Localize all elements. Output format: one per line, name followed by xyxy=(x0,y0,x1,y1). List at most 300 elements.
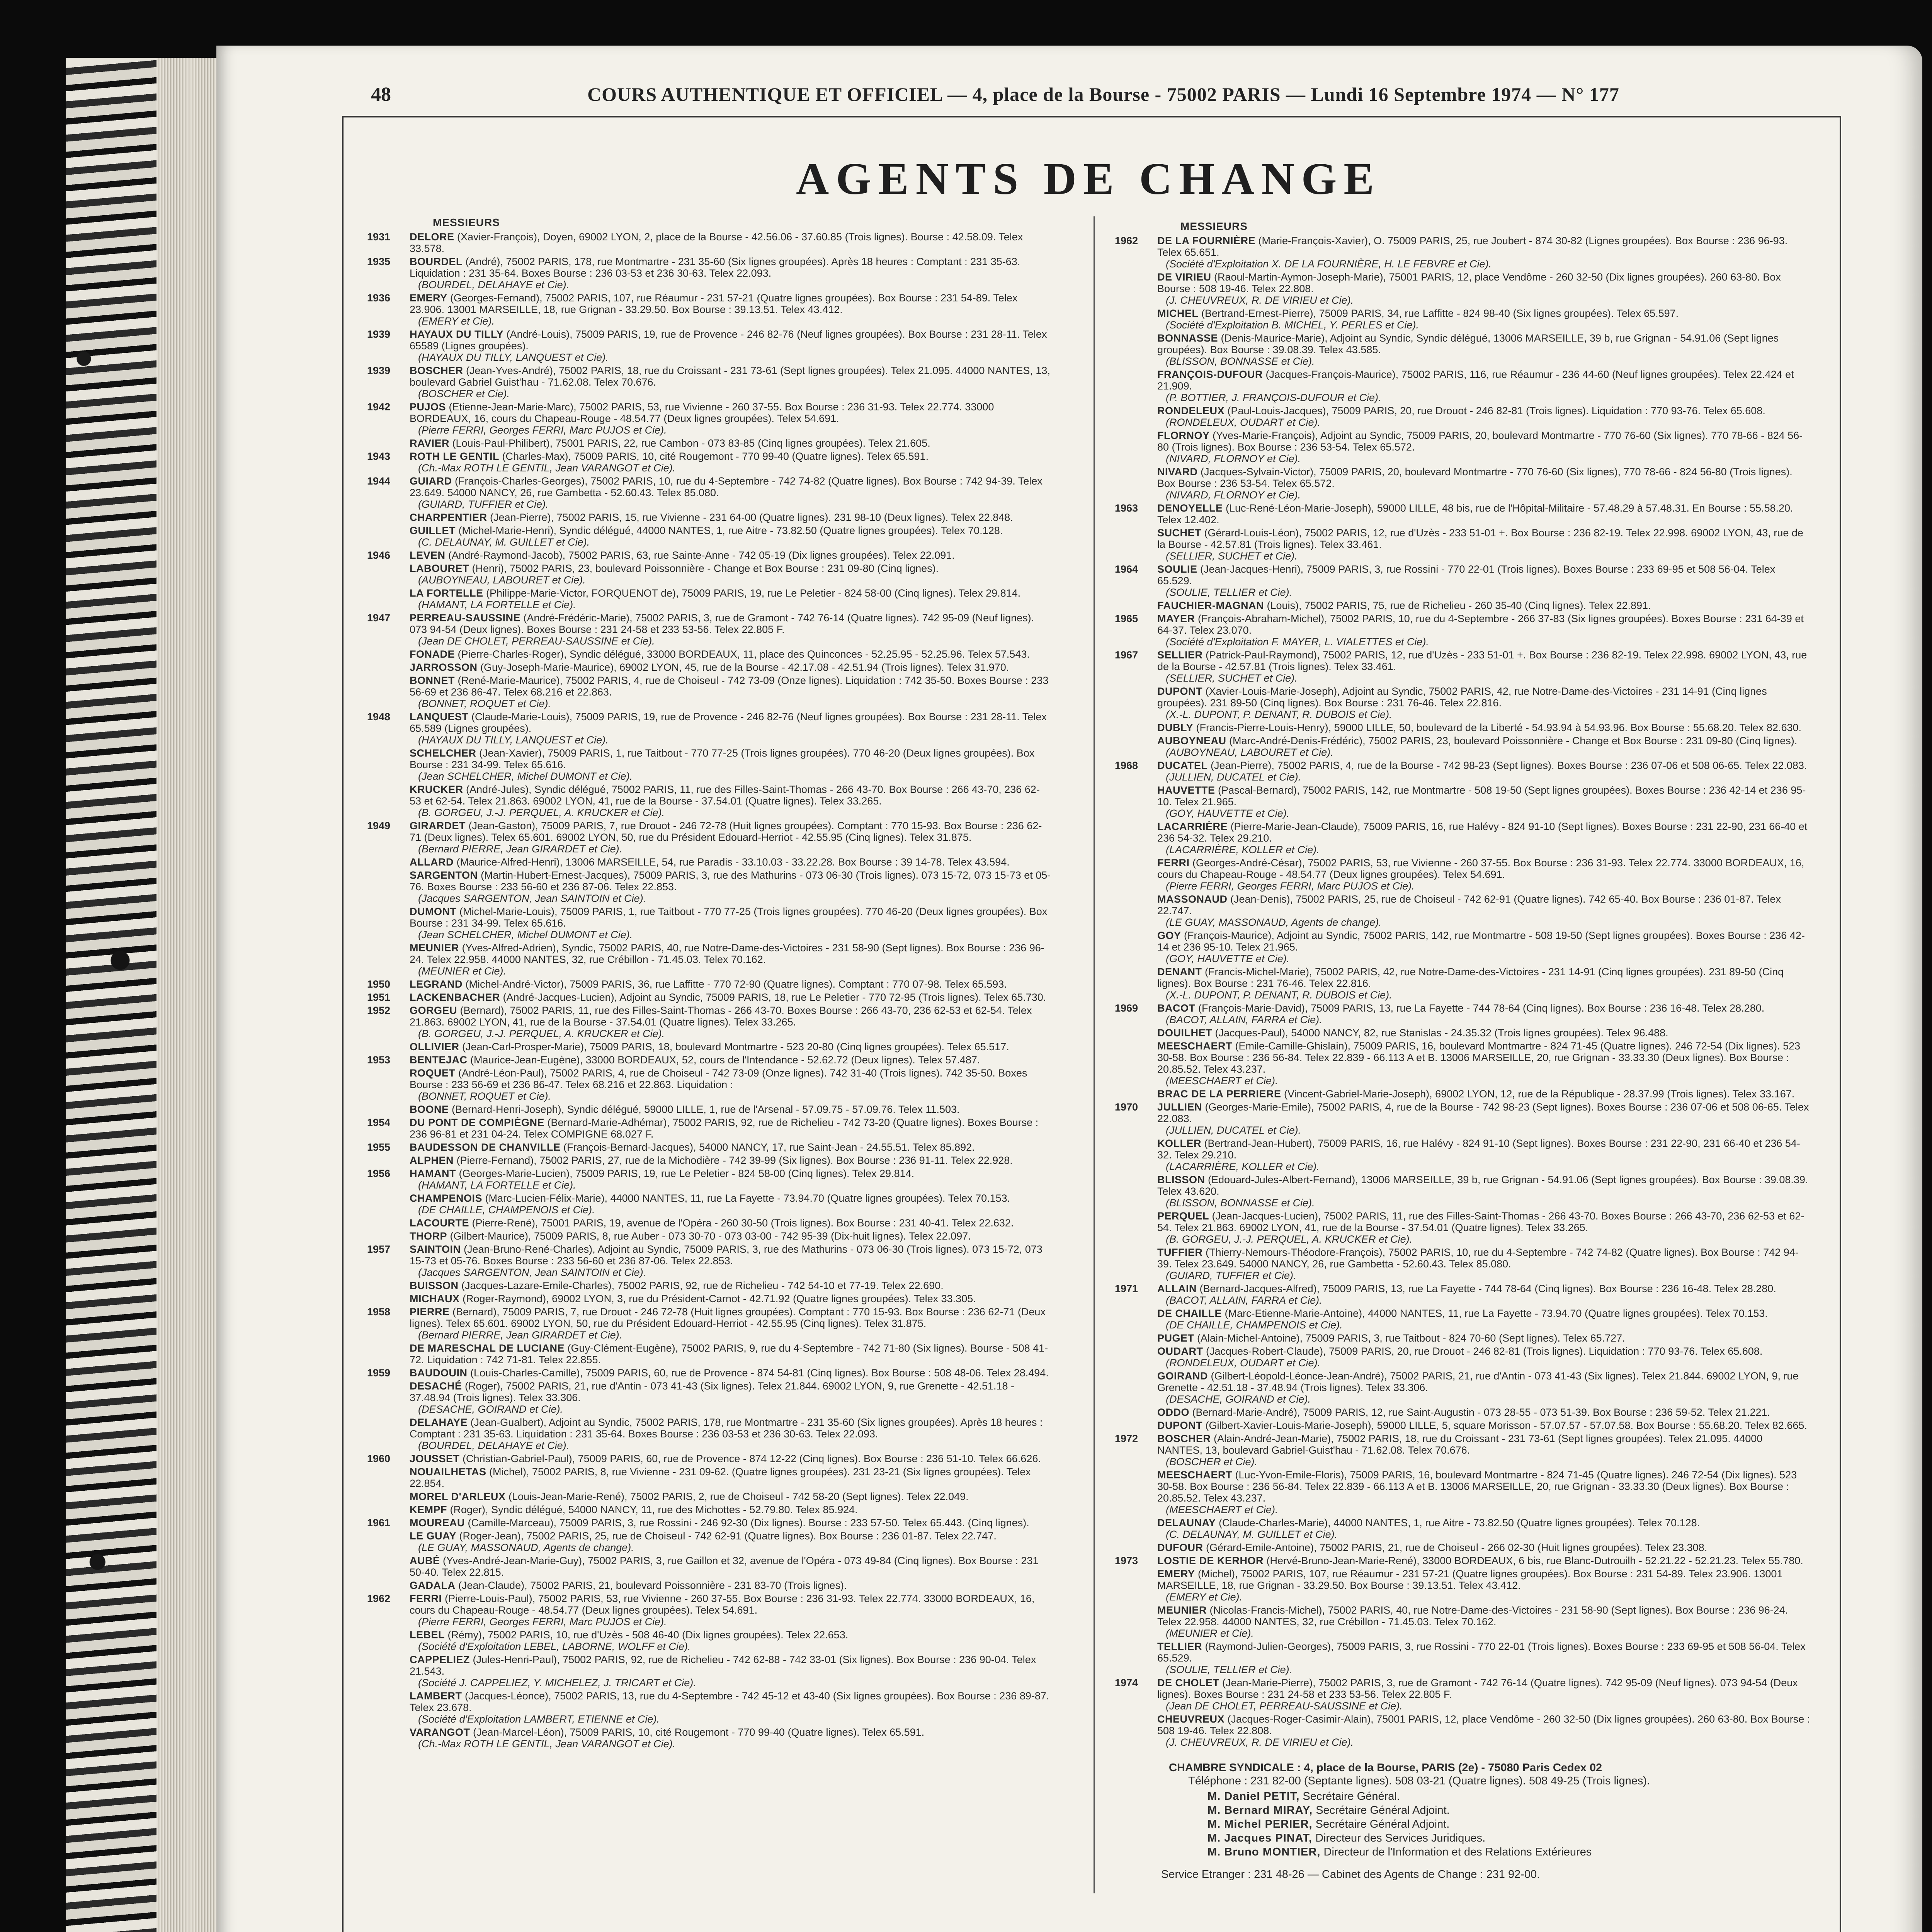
entry-year: 1959 xyxy=(367,1367,391,1379)
agent-name: LE GUAY xyxy=(410,1530,457,1542)
agent-name: MOREL D'ARLEUX xyxy=(410,1491,506,1502)
entry-body xyxy=(410,675,1051,709)
agent-details: (Bernard), 75009 PARIS, 7, rue Drouot - 246 72-78 (Huit lignes groupées). Comptant : 770 15-93. Box Bourse : 236 62-71 (Deux lignes). Telex 65.601. 69002 LYON, 50, rue du Président Edouard-Herriot - 42.55.95 (Cinq lignes). Telex 31.875. xyxy=(410,1306,1046,1329)
agent-name: LEBEL xyxy=(410,1629,445,1641)
agent-details: (Francis-Michel-Marie), 75002 PARIS, 42, rue Notre-Dame-des-Victoires - 231 14-91 (Cinq lignes groupées). 231 89-50 (Cinq lignes). Box Bourse : 231 76-46. Telex 22.816. xyxy=(1157,966,1784,989)
agent-name: ROTH LE GENTIL xyxy=(410,451,499,462)
agent-entry xyxy=(367,1466,1051,1489)
entry-year: 1952 xyxy=(367,1005,391,1016)
entry-body xyxy=(410,978,1051,990)
agent-name: SOULIE xyxy=(1157,563,1197,575)
agent-name: BOSCHER xyxy=(1157,1433,1211,1444)
agent-entry xyxy=(367,1192,1051,1216)
entry-body xyxy=(410,1593,1051,1628)
section-label: MESSIEURS xyxy=(1180,220,1248,232)
firm-name: (GUIARD, TUFFIER et Cie). xyxy=(418,498,549,510)
agent-details: (Michel-André-Victor), 75009 PARIS, 36, rue Laffitte - 770 72-90 (Quatre lignes). Comptant : 770 07-98. Telex 65.593. xyxy=(463,978,1007,990)
entry-body xyxy=(1157,1138,1810,1172)
agent-details: (Luc-Yvon-Emile-Floris), 75009 PARIS, 16, boulevard Montmartre - 824 71-45 (Quatre lignes). 246 72-54 (Dix lignes). 523 30-58. Box Bourse : 236 56-84. Telex 22.839 - 66.113 A et B. 13006 MARSEILLE, 20, rue Grignan - 33.33.30 (Deux lignes). Box Bourse : 20.85.52. Telex 43.237. xyxy=(1157,1469,1797,1504)
agent-details: (Michel), 75002 PARIS, 8, rue Vivienne - 231 09-62. (Quatre lignes groupées). 231 23-21 (Six lignes groupées). Telex 22.854. xyxy=(410,1466,1031,1489)
entry-year: 1944 xyxy=(367,475,391,487)
entry-year: 1962 xyxy=(367,1593,391,1604)
entry-year: 1947 xyxy=(367,612,391,624)
entry-body xyxy=(410,1491,1051,1502)
agent-details: (Denis-Maurice-Marie), Adjoint au Syndic, Syndic délégué, 13006 MARSEILLE, 39 b, rue Grignan - 54.91.06 (Sept lignes groupées). Box Bourse : 39.08.39. Telex 43.585. xyxy=(1157,332,1779,355)
entry-body xyxy=(1157,1345,1810,1369)
agent-name: MAYER xyxy=(1157,613,1195,624)
entry-body xyxy=(1157,1210,1810,1245)
staff-role: Directeur de l'Information et des Relations Extérieures xyxy=(1320,1846,1592,1858)
agent-name: PUJOS xyxy=(410,401,446,413)
agent-details: (Thierry-Nemours-Théodore-François), 75002 PARIS, 10, rue du 4-Septembre - 742 74-82 (Quatre lignes). Box Bourse : 742 94-39. Telex 23.649. 54000 NANCY, 26, rue Gambetta - 52.60.43. Telex 85.080. xyxy=(1157,1247,1799,1270)
agent-name: FAUCHIER-MAGNAN xyxy=(1157,600,1264,611)
entry-body xyxy=(1157,369,1810,403)
entry-body xyxy=(410,1555,1051,1578)
running-header: COURS AUTHENTIQUE ET OFFICIEL — 4, place de la Bourse - 75002 PARIS — Lundi 16 Septembre 1974 — N° 177 xyxy=(587,83,1619,105)
agent-entry xyxy=(367,1293,1051,1304)
section-label: MESSIEURS xyxy=(433,216,500,228)
agent-details: (Gilbert-Maurice), 75009 PARIS, 8, rue Auber - 073 30-70 - 073 03-00 - 742 95-39 (Dix-huit lignes). Telex 22.097. xyxy=(447,1230,971,1242)
entry-body xyxy=(1157,600,1810,611)
agent-details: (Henri), 75002 PARIS, 23, boulevard Poissonnière - Change et Box Bourse : 231 09-80 (Cinq lignes). xyxy=(469,563,939,574)
entry-body xyxy=(1157,271,1810,306)
entry-body xyxy=(1157,1713,1810,1748)
agent-name: LOSTIE DE KERHOR xyxy=(1157,1555,1264,1566)
firm-name: (GUIARD, TUFFIER et Cie). xyxy=(1166,1270,1296,1281)
firm-name: (GOY, HAUVETTE et Cie). xyxy=(1166,953,1290,964)
agent-details: (François-Maurice), Adjoint au Syndic, 75002 PARIS, 142, rue Montmartre - 508 19-50 (Sept lignes groupées). Boxes Bourse : 236 42-14 et 236 95-10. Telex 21.965. xyxy=(1157,930,1805,953)
agent-details: (François-Marie-David), 75009 PARIS, 13, rue La Fayette - 744 78-64 (Cinq lignes). Box Bourse : 236 16-48. Telex 28.280. xyxy=(1195,1002,1765,1014)
agent-name: DELAHAYE xyxy=(410,1417,468,1428)
firm-name: (Jacques SARGENTON, Jean SAINTOIN et Cie). xyxy=(418,893,646,904)
agent-details: (Jean-Denis), 75002 PARIS, 25, rue de Choiseul - 742 62-91 (Quatre lignes). 742 65-40. Box Bourse : 236 01-87. Telex 22.747. xyxy=(1157,893,1781,917)
agent-entry xyxy=(367,451,1051,474)
agent-details: (André-Louis), 75009 PARIS, 19, rue de Provence - 246 82-76 (Neuf lignes groupées). Box Bourse : 231 28-11. Telex 65589 (Lignes groupées). xyxy=(410,328,1047,352)
agent-entry xyxy=(367,437,1051,449)
agent-name: LACKENBACHER xyxy=(410,992,500,1003)
firm-name: (BONNET, ROQUET et Cie). xyxy=(418,698,551,709)
agent-details: (Jacques-François-Maurice), 75002 PARIS, 116, rue Réaumur - 236 44-60 (Neuf lignes groupées). Telex 22.424 et 21.909. xyxy=(1157,369,1794,392)
agent-entry xyxy=(1115,271,1810,306)
entry-year: 1971 xyxy=(1115,1283,1138,1294)
agent-details: (Gérard-Emile-Antoine), 75002 PARIS, 21, rue de Choiseul - 266 02-30 (Huit lignes groupées). Telex 23.308. xyxy=(1203,1542,1708,1553)
agent-name: RONDELEUX xyxy=(1157,405,1225,417)
agent-name: ODDO xyxy=(1157,1406,1189,1418)
staff-name: M. Michel PERIER, xyxy=(1208,1818,1313,1830)
agent-entry xyxy=(367,1417,1051,1451)
agent-entry xyxy=(1115,430,1810,464)
agent-entry xyxy=(367,1517,1051,1529)
agent-details: (Hervé-Bruno-Jean-Marie-René), 33000 BORDEAUX, 6 bis, rue Blanc-Dutrouilh - 52.21.22 - 52.21.23. Telex 55.780. xyxy=(1264,1555,1803,1566)
entry-body xyxy=(410,512,1051,523)
agent-entry xyxy=(367,231,1051,254)
agent-name: DUCATEL xyxy=(1157,760,1208,771)
agent-name: DE LA FOURNIÈRE xyxy=(1157,235,1256,247)
entry-body xyxy=(1157,685,1810,720)
entry-body xyxy=(410,292,1051,327)
agent-details: (Xavier-François), Doyen, 69002 LYON, 2, place de la Bourse - 42.56.06 - 37.60.85 (Trois lignes). Bourse : 42.58.09. Telex 33.578. xyxy=(410,231,1023,254)
agent-entry xyxy=(1115,760,1810,783)
agent-name: OLLIVIER xyxy=(410,1041,459,1053)
entry-body xyxy=(1157,1641,1810,1675)
entry-body xyxy=(410,587,1051,611)
entry-body xyxy=(410,1466,1051,1489)
firm-name: (DESACHE, GOIRAND et Cie). xyxy=(1166,1393,1311,1405)
agent-name: GORGEU xyxy=(410,1005,457,1016)
agent-name: DUPONT xyxy=(1157,1420,1202,1431)
firm-name: (SOULIE, TELLIER et Cie). xyxy=(1166,1664,1293,1675)
entry-year: 1970 xyxy=(1115,1101,1138,1113)
agent-entry xyxy=(1115,235,1810,270)
agent-details: (Jean-Jacques-Henri), 75009 PARIS, 3, rue Rossini - 770 22-01 (Trois lignes). Boxes Bourse : 233 69-95 et 508 56-04. Telex 65.529. xyxy=(1157,563,1776,587)
staff-list xyxy=(1208,1790,1810,1859)
entry-year: 1968 xyxy=(1115,760,1138,771)
agent-entry xyxy=(367,1243,1051,1278)
agent-details: (Pierre-Louis-Paul), 75002 PARIS, 53, rue Vivienne - 260 37-55. Box Bourse : 236 31-93. Telex 22.774. 33000 BORDEAUX, 16, cours du Chapeau-Rouge - 48.54.77 (Deux lignes groupées). Telex 54.691. xyxy=(410,1593,1035,1616)
staff-member xyxy=(1208,1818,1810,1831)
agent-entry xyxy=(1115,649,1810,684)
agent-details: (Jean-Xavier), 75009 PARIS, 1, rue Taitbout - 770 77-25 (Trois lignes groupées). 770 46-20 (Deux lignes groupées). Box Bourse : 231 34-99. Telex 65.616. xyxy=(410,747,1035,770)
entry-body xyxy=(410,256,1051,291)
firm-name: (MEESCHAERT et Cie). xyxy=(1166,1504,1278,1515)
entry-year: 1936 xyxy=(367,292,391,304)
agent-details: (Pascal-Bernard), 75002 PARIS, 142, rue Montmartre - 508 19-50 (Sept lignes groupées). Boxes Bourse : 236 42-14 et 236 95-10. Telex 21.965. xyxy=(1157,784,1806,808)
entry-year: 1949 xyxy=(367,820,391,832)
agent-name: BONNET xyxy=(410,675,455,686)
entry-year: 1942 xyxy=(367,401,391,413)
agent-details: (Yves-Alfred-Adrien), Syndic, 75002 PARIS, 40, rue Notre-Dame-des-Victoires - 231 58-90 (Sept lignes). Box Bourse : 236 96-24. Telex 22.958. 44000 NANTES, 32, rue Crébillon - 71.45.03. Telex 70.162. xyxy=(410,942,1044,965)
staff-member xyxy=(1208,1832,1810,1845)
agent-name: HAMANT xyxy=(410,1168,456,1179)
agent-name: GADALA xyxy=(410,1580,456,1591)
agent-name: TELLIER xyxy=(1157,1641,1202,1652)
agent-name: AUBOYNEAU xyxy=(1157,735,1226,747)
agent-name: ALPHEN xyxy=(410,1155,454,1166)
entry-body xyxy=(410,747,1051,782)
firm-name: (HAMANT, LA FORTELLE et Cie). xyxy=(418,599,576,611)
agent-name: PIERRE xyxy=(410,1306,450,1318)
agent-entry xyxy=(1115,369,1810,403)
agent-name: SELLIER xyxy=(1157,649,1203,661)
staff-name: M. Daniel PETIT, xyxy=(1208,1790,1300,1803)
agent-entry xyxy=(367,747,1051,782)
firm-name: (LE GUAY, MASSONAUD, Agents de change). xyxy=(1166,917,1382,928)
agent-details: (Rémy), 75002 PARIS, 10, rue d'Uzès - 508 46-40 (Dix lignes groupées). Telex 22.653. xyxy=(445,1629,849,1641)
agent-details: (Roger-Jean), 75002 PARIS, 25, rue de Choiseul - 742 62-91 (Quatre lignes). Box Bourse : 236 01-87. Telex 22.747. xyxy=(456,1530,997,1542)
agent-name: DE CHAILLE xyxy=(1157,1308,1222,1319)
page-title: AGENTS DE CHANGE xyxy=(796,153,1381,204)
agent-details: (Alain-André-Jean-Marie), 75002 PARIS, 18, rue du Croissant - 231 73-61 (Sept lignes groupées). Telex 21.095. 44000 NANTES, 13, boulevard Gabriel-Guist'hau - 71.62.08. Telex 70.676. xyxy=(1157,1433,1763,1456)
agent-entry xyxy=(1115,466,1810,501)
agent-entry xyxy=(367,1306,1051,1341)
agent-details: (André-Jules), Syndic délégué, 75002 PARIS, 11, rue des Filles-Saint-Thomas - 266 43-70. Box Bourse : 266 43-70, 236 62-53 et 62-54. Telex 21.863. 69002 LYON, 41, rue de la Bourse - 37.54.01 (Quatre lignes). Telex 33.265. xyxy=(410,784,1040,807)
agent-name: FERRI xyxy=(410,1593,442,1604)
entry-body xyxy=(410,1380,1051,1415)
agent-name: HAUVETTE xyxy=(1157,784,1215,796)
agent-entry xyxy=(1115,332,1810,367)
agent-name: KOLLER xyxy=(1157,1138,1201,1149)
entry-body xyxy=(1157,1517,1810,1540)
entry-body xyxy=(410,1243,1051,1278)
agent-details: (Raoul-Martin-Aymon-Joseph-Marie), 75001 PARIS, 12, place Vendôme - 260 32-50 (Dix lignes groupées). 260 63-80. Box Bourse : 508 19-46. Telex 22.808. xyxy=(1157,271,1781,294)
agent-entry xyxy=(367,1104,1051,1115)
agent-details: (Philippe-Marie-Victor, FORQUENOT de), 75009 PARIS, 19, rue Le Peletier - 824 58-00 (Cinq lignes). Telex 29.814. xyxy=(483,587,1021,599)
entry-list xyxy=(367,231,1051,1750)
entry-body xyxy=(410,563,1051,586)
entry-year: 1964 xyxy=(1115,563,1138,575)
entry-year: 1958 xyxy=(367,1306,391,1318)
agent-details: (Georges-Fernand), 75002 PARIS, 107, rue Réaumur - 231 57-21 (Quatre lignes groupées). Box Bourse : 231 54-89. Telex 23.906. 13001 MARSEILLE, 18, rue Grignan - 33.29.50. Box Bourse : 39.13.51. Telex 43.412. xyxy=(410,292,1018,315)
agent-details: (Jean-Jacques-Lucien), 75002 PARIS, 11, rue des Filles-Saint-Thomas - 266 43-70. Boxes Bourse : 266 43-70, 236 62-53 et 62-54. Telex 21.863. 69002 LYON, 41, rue de la Bourse - 37.54.01 (Quatre lignes). Telex 33.265. xyxy=(1157,1210,1804,1233)
entry-year: 1939 xyxy=(367,328,391,340)
agent-entry xyxy=(367,675,1051,709)
entry-year: 1972 xyxy=(1115,1433,1138,1444)
agent-name: GUIARD xyxy=(410,475,452,487)
firm-name: (NIVARD, FLORNOY et Cie). xyxy=(1166,489,1301,501)
agent-details: (Jacques-Roger-Casimir-Alain), 75001 PARIS, 12, place Vendôme - 260 32-50 (Dix lignes groupées). 260 63-80. Box Bourse : 508 19-46. Telex 22.808. xyxy=(1157,1713,1810,1736)
agent-entry xyxy=(1115,1138,1810,1172)
entry-year: 1939 xyxy=(367,365,391,376)
agent-name: NOUAILHETAS xyxy=(410,1466,486,1478)
entry-body xyxy=(410,328,1051,363)
entry-body xyxy=(1157,332,1810,367)
agent-entry xyxy=(1115,735,1810,758)
agent-details: (Jacques-Léonce), 75002 PARIS, 13, rue du 4-Septembre - 742 45-12 et 43-40 (Six lignes groupées). Box Bourse : 236 89-87. Telex 23.678. xyxy=(410,1690,1049,1713)
agent-details: (Maurice-Alfred-Henri), 13006 MARSEILLE, 54, rue Paradis - 33.10.03 - 33.22.28. Box Bourse : 39 14-78. Telex 43.594. xyxy=(453,856,1010,868)
agent-entry xyxy=(367,1690,1051,1725)
agent-entry xyxy=(1115,563,1810,598)
agent-details: (Guy-Clément-Eugène), 75002 PARIS, 9, rue du 4-Septembre - 742 71-80 (Six lignes). Bourse - 508 41-72. Liquidation : 742 71-81. Telex 22.855. xyxy=(410,1342,1048,1366)
entry-year: 1962 xyxy=(1115,235,1138,247)
firm-name: (Bernard PIERRE, Jean GIRARDET et Cie). xyxy=(418,1329,622,1341)
agent-entry xyxy=(1115,1101,1810,1136)
firm-name: (Jacques SARGENTON, Jean SAINTOIN et Cie). xyxy=(418,1267,646,1278)
entry-body xyxy=(1157,821,1810,855)
entry-year: 1951 xyxy=(367,992,391,1003)
agent-name: DUFOUR xyxy=(1157,1542,1203,1553)
agent-entry xyxy=(367,1491,1051,1502)
agent-details: (Vincent-Gabriel-Marie-Joseph), 69002 LYON, 12, rue de la République - 28.37.99 (Trois lignes). Telex 33.167. xyxy=(1281,1088,1795,1100)
agent-entry xyxy=(1115,1604,1810,1639)
agent-name: OUDART xyxy=(1157,1345,1203,1357)
agent-name: MICHEL xyxy=(1157,308,1199,319)
agent-entry xyxy=(367,587,1051,611)
firm-name: (BACOT, ALLAIN, FARRA et Cie). xyxy=(1166,1294,1322,1306)
agent-details: (Jean-Carl-Prosper-Marie), 75009 PARIS, 18, boulevard Montmartre - 523 20-80 (Cinq lignes groupées). Telex 65.517. xyxy=(459,1041,1009,1053)
agent-details: (Bernard-Marie-André), 75009 PARIS, 12, rue Saint-Augustin - 073 28-55 - 073 51-39. Box Bourse : 236 59-52. Telex 21.221. xyxy=(1189,1406,1770,1418)
firm-name: (EMERY et Cie). xyxy=(1166,1591,1243,1603)
entry-body xyxy=(1157,649,1810,684)
firm-name: (Ch.-Max ROTH LE GENTIL, Jean VARANGOT et Cie). xyxy=(418,1738,676,1750)
agent-name: ALLAIN xyxy=(1157,1283,1197,1294)
entry-body xyxy=(1157,1568,1810,1603)
entry-body xyxy=(410,1041,1051,1053)
agent-name: VARANGOT xyxy=(410,1726,470,1738)
agent-name: SARGENTON xyxy=(410,869,478,881)
entry-body xyxy=(1157,1027,1810,1039)
entry-body xyxy=(1157,1469,1810,1515)
agent-entry xyxy=(1115,1210,1810,1245)
firm-name: (B. GORGEU, J.-J. PERQUEL, A. KRUCKER et Cie). xyxy=(418,1028,665,1039)
entry-year: 1960 xyxy=(367,1453,391,1464)
firm-name: (Jean DE CHOLET, PERREAU-SAUSSINE et Cie). xyxy=(418,635,655,647)
entry-body xyxy=(410,437,1051,449)
entry-body xyxy=(1157,784,1810,819)
agent-details: (Bernard), 75002 PARIS, 11, rue des Filles-Saint-Thomas - 266 43-70. Boxes Bourse : 266 43-70, 236 62-53 et 62-54. Telex 21.863. 69002 LYON, 41, rue de la Bourse - 37.54.01 (Quatre lignes). Telex 33.265. xyxy=(410,1005,1032,1028)
entry-body xyxy=(410,820,1051,855)
agent-name: ROQUET xyxy=(410,1067,456,1079)
staff-role: Secrétaire Général Adjoint. xyxy=(1313,1804,1450,1816)
entry-body xyxy=(410,231,1051,254)
agent-details: (Bernard-Henri-Joseph), Syndic délégué, 59000 LILLE, 1, rue de l'Arsenal - 57.09.75 - 57.09.76. Telex 11.503. xyxy=(449,1104,960,1115)
agent-entry xyxy=(367,292,1051,327)
agent-name: FONADE xyxy=(410,648,455,660)
entry-body xyxy=(1157,1088,1810,1100)
agent-name: BRAC DE LA PERRIERE xyxy=(1157,1088,1281,1100)
agent-details: (Bertrand-Jean-Hubert), 75009 PARIS, 16, rue Halévy - 824 91-10 (Sept lignes). Boxes Bourse : 231 22-90, 231 66-40 et 236 54-32. Telex 29.210. xyxy=(1157,1138,1800,1161)
firm-name: (HAMANT, LA FORTELLE et Cie). xyxy=(418,1179,576,1191)
agent-name: LA FORTELLE xyxy=(410,587,483,599)
entry-body xyxy=(1157,1542,1810,1553)
agent-entry xyxy=(367,365,1051,400)
entry-body xyxy=(410,992,1051,1003)
chambre-telephone: Téléphone : 231 82-00 (Septante lignes). 508 03-21 (Quatre lignes). 508 49-25 (Trois lignes). xyxy=(1188,1775,1650,1787)
entry-body xyxy=(410,1417,1051,1451)
entry-body xyxy=(410,1367,1051,1379)
firm-name: (BOSCHER et Cie). xyxy=(418,388,510,400)
agent-entry xyxy=(367,1530,1051,1553)
entry-body xyxy=(410,1155,1051,1166)
entry-body xyxy=(410,1726,1051,1750)
agent-details: (Paul-Louis-Jacques), 75009 PARIS, 20, rue Drouot - 246 82-81 (Trois lignes). Liquidation : 770 93-76. Telex 65.608. xyxy=(1225,405,1765,417)
agent-details: (André), 75002 PARIS, 178, rue Montmartre - 231 35-60 (Six lignes groupées). Après 18 heures : Comptant : 231 35-63. Liquidation : 231 35-64. Boxes Bourse : 236 03-53 et 236 30-63. Telex 22.093. xyxy=(410,256,1020,279)
agent-entry xyxy=(367,1453,1051,1464)
agent-name: PERQUEL xyxy=(1157,1210,1209,1222)
agent-entry xyxy=(1115,405,1810,428)
entry-body xyxy=(410,648,1051,660)
agent-name: LAMBERT xyxy=(410,1690,462,1702)
entry-body xyxy=(410,475,1051,510)
agent-details: (Roger-Raymond), 69002 LYON, 3, rue du Président-Carnot - 42.71.92 (Quatre lignes groupées). Telex 33.305. xyxy=(459,1293,976,1304)
agent-entry xyxy=(1115,1433,1810,1468)
agent-name: PERREAU-SAUSSINE xyxy=(410,612,521,624)
agent-entry xyxy=(1115,1406,1810,1418)
agent-entry xyxy=(367,1155,1051,1166)
staff-name: M. Bernard MIRAY, xyxy=(1208,1804,1313,1816)
agent-entry xyxy=(1115,1308,1810,1331)
firm-name: (C. DELAUNAY, M. GUILLET et Cie). xyxy=(1166,1529,1338,1540)
agent-name: BUISSON xyxy=(410,1280,459,1291)
agent-details: (Marie-François-Xavier), O. 75009 PARIS, 25, rue Joubert - 874 30-82 (Lignes groupées). Box Bourse : 236 96-93. Telex 65.651. xyxy=(1157,235,1788,258)
agent-name: BOONE xyxy=(410,1104,449,1115)
firm-name: (MEUNIER et Cie). xyxy=(418,965,507,977)
entry-body xyxy=(410,1217,1051,1229)
agent-details: (Patrick-Paul-Raymond), 75002 PARIS, 12, rue d'Uzès - 233 51-01 +. Box Bourse : 236 82-19. Telex 22.998. 69002 LYON, 43, rue de la Bourse - 42.57.81 (Trois lignes). Telex 33.461. xyxy=(1157,649,1807,672)
firm-name: (GOY, HAUVETTE et Cie). xyxy=(1166,808,1290,819)
agent-entry xyxy=(1115,930,1810,964)
agent-entry xyxy=(367,1555,1051,1578)
agent-entry xyxy=(1115,1469,1810,1515)
entry-body xyxy=(410,1654,1051,1689)
agent-entry xyxy=(367,1141,1051,1153)
entry-body xyxy=(1157,430,1810,464)
chambre-title: CHAMBRE SYNDICALE : 4, place de la Bourse, PARIS (2e) - 75080 Paris Cedex 02 xyxy=(1169,1762,1602,1774)
agent-name: MASSONAUD xyxy=(1157,893,1228,905)
firm-name: (JULLIEN, DUCATEL et Cie). xyxy=(1166,771,1301,783)
entry-body xyxy=(1157,235,1810,270)
firm-name: (C. DELAUNAY, M. GUILLET et Cie). xyxy=(418,536,590,548)
agent-details: (André-Frédéric-Marie), 75002 PARIS, 3, rue de Gramont - 742 76-14 (Quatre lignes). 742 95-09 (Neuf lignes). 073 94-54 (Deux lignes). Boxes Bourse : 231 24-58 et 233 53-56. Telex 22.805 F. xyxy=(410,612,1034,635)
agent-entry xyxy=(1115,1283,1810,1306)
agent-entry xyxy=(367,711,1051,746)
agent-entry xyxy=(367,992,1051,1003)
firm-name: (B. GORGEU, J.-J. PERQUEL, A. KRUCKER et Cie). xyxy=(1166,1233,1413,1245)
agent-entry xyxy=(1115,1641,1810,1675)
entry-body xyxy=(1157,1308,1810,1331)
agent-details: (Jacques-Robert-Claude), 75009 PARIS, 20, rue Drouot - 246 82-81 (Trois lignes). Liquidation : 770 93-76. Telex 65.608. xyxy=(1203,1345,1763,1357)
agent-entry xyxy=(1115,1517,1810,1540)
entry-body xyxy=(1157,1040,1810,1087)
entry-year: 1955 xyxy=(367,1141,391,1153)
entry-body xyxy=(410,1306,1051,1341)
left-column xyxy=(367,216,1051,1751)
firm-name: (NIVARD, FLORNOY et Cie). xyxy=(1166,453,1301,464)
firm-name: (MEESCHAERT et Cie). xyxy=(1166,1075,1278,1087)
agent-name: CHARPENTIER xyxy=(410,512,487,523)
agent-details: (Georges-Marie-Lucien), 75009 PARIS, 19, rue Le Peletier - 824 58-00 (Cinq lignes). Telex 29.814. xyxy=(456,1168,915,1179)
agent-details: (Jean-Marcel-Léon), 75009 PARIS, 10, cité Rougemont - 770 99-40 (Quatre lignes). Telex 65.591. xyxy=(470,1726,925,1738)
agent-entry xyxy=(367,1054,1051,1066)
agent-name: DE VIRIEU xyxy=(1157,271,1211,283)
agent-entry xyxy=(367,784,1051,818)
agent-details: (Jean-Yves-André), 75002 PARIS, 18, rue du Croissant - 231 73-61 (Sept lignes groupées). Telex 21.095. 44000 NANTES, 13, boulevard Gabriel Guist'hau - 71.62.08. Telex 70.676. xyxy=(410,365,1050,388)
agent-name: GIRARDET xyxy=(410,820,466,832)
agent-entry xyxy=(367,1629,1051,1652)
staff-member xyxy=(1208,1845,1810,1859)
agent-name: SCHELCHER xyxy=(410,747,476,759)
entry-year: 1953 xyxy=(367,1054,391,1066)
agent-details: (Gérard-Louis-Léon), 75002 PARIS, 12, rue d'Uzès - 233 51-01 +. Box Bourse : 236 82-19. Telex 22.998. 69002 LYON, 43, rue de la Bourse - 42.57.81 (Trois lignes). Telex 33.461. xyxy=(1157,527,1803,550)
entry-body xyxy=(410,1230,1051,1242)
agent-details: (Jean-Bruno-René-Charles), Adjoint au Syndic, 75009 PARIS, 3, rue des Mathurins - 073 06-30 (Trois lignes). 073 15-72, 073 15-73 et 05-76. Boxes Bourse : 233 56-60 et 236 87-06. Telex 22.853. xyxy=(410,1243,1043,1267)
agent-entry xyxy=(367,328,1051,363)
agent-entry xyxy=(367,549,1051,561)
firm-name: (Société d'Exploitation F. MAYER, L. VIALETTES et Cie). xyxy=(1166,636,1429,648)
agent-name: DU PONT DE COMPIÈGNE xyxy=(410,1117,545,1128)
agent-name: TUFFIER xyxy=(1157,1247,1203,1258)
agent-details: (Jean-Gaston), 75009 PARIS, 7, rue Drouot - 246 72-78 (Huit lignes groupées). Comptant : 770 15-93. Box Bourse : 236 62-71 (Deux lignes). Telex 65.601. 69002 LYON, 50, rue du Président Edouard-Herriot - 42.55.95 (Cinq lignes). Telex 31.875. xyxy=(410,820,1042,843)
firm-name: (P. BOTTIER, J. FRANÇOIS-DUFOUR et Cie). xyxy=(1166,392,1381,403)
entry-year: 1961 xyxy=(367,1517,391,1529)
firm-name: (Société d'Exploitation LAMBERT, ETIENNE et Cie). xyxy=(418,1713,660,1725)
agent-name: DE CHOLET xyxy=(1157,1677,1219,1689)
entry-list xyxy=(1115,235,1810,1748)
agent-name: MEUNIER xyxy=(1157,1604,1207,1616)
agent-name: MEESCHAERT xyxy=(1157,1040,1233,1052)
agent-details: (Christian-Gabriel-Paul), 75009 PARIS, 60, rue de Provence - 874 12-22 (Cinq lignes). Box Bourse : 236 51-10. Telex 66.626. xyxy=(459,1453,1041,1464)
agent-name: HAYAUX DU TILLY xyxy=(410,328,504,340)
agent-name: LEGRAND xyxy=(410,978,463,990)
entry-body xyxy=(1157,735,1810,758)
agent-details: (Luc-René-Léon-Marie-Joseph), 59000 LILLE, 48 bis, rue de l'Hôpital-Militaire - 57.48.29 à 57.48.31. En Bourse : 55.58.20. Telex 12.402. xyxy=(1157,502,1793,526)
firm-name: (Bernard PIERRE, Jean GIRARDET et Cie). xyxy=(418,843,622,855)
staff-role: Secrétaire Général Adjoint. xyxy=(1312,1818,1450,1830)
entry-body xyxy=(410,1117,1051,1140)
agent-name: DUPONT xyxy=(1157,685,1202,697)
entry-body xyxy=(1157,1101,1810,1136)
agent-name: BONNASSE xyxy=(1157,332,1218,344)
agent-details: (Emile-Camille-Ghislain), 75009 PARIS, 16, boulevard Montmartre - 824 71-45 (Quatre lignes). 246 72-54 (Dix lignes). 523 30-58. Box Bourse : 236 56-84. Telex 22.839 - 66.113 A et B. 13006 MARSEILLE, 20, rue Grignan - 33.33.30 (Deux lignes). Box Bourse : 20.85.52. Telex 43.237. xyxy=(1157,1040,1801,1075)
